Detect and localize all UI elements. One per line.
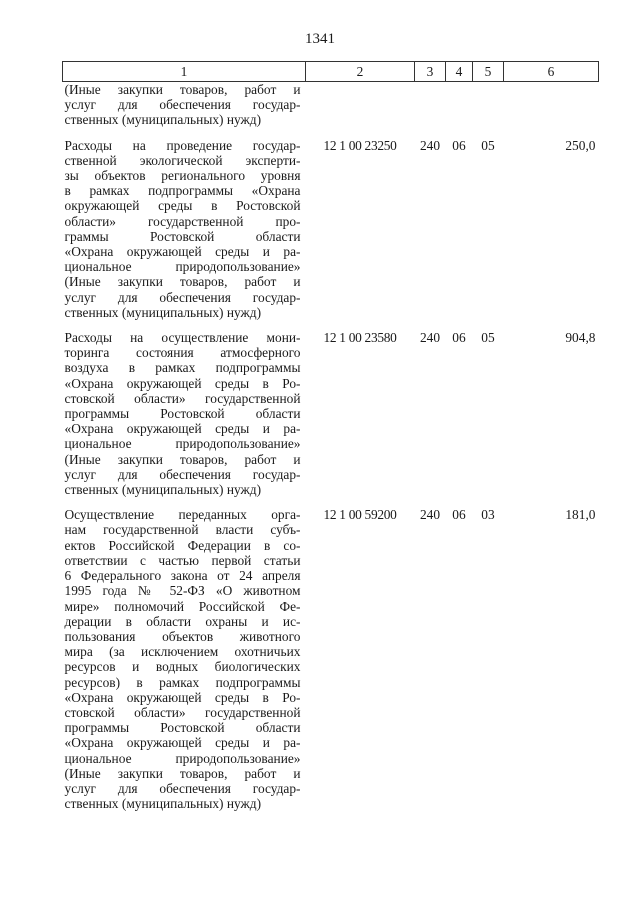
row-expense-type bbox=[415, 82, 446, 138]
description-line: (Иные закупки товаров, работ и bbox=[64, 274, 301, 290]
description-line: «Охрана окружающей среды и ра- bbox=[64, 735, 301, 751]
row-subsection bbox=[473, 82, 504, 138]
description-line: (Иные закупки товаров, работ и bbox=[64, 765, 301, 781]
row-target-code bbox=[306, 82, 415, 138]
description-line: стовской области» государственной bbox=[64, 704, 301, 720]
description-line: ресурсов и водных биологических bbox=[64, 659, 301, 675]
row-expense-type: 240 bbox=[419, 137, 441, 153]
description-line: ственных (муниципальных) нужд) bbox=[64, 796, 262, 812]
description-line: циональное природопользование» bbox=[64, 750, 301, 766]
description-line: ответствии с частью первой статьи bbox=[64, 552, 301, 568]
description-line: 6 Федерального закона от 24 апреля bbox=[64, 568, 301, 584]
header-cell-2: 2 bbox=[306, 62, 415, 82]
description-line: услуг для обеспечения государ- bbox=[64, 97, 301, 113]
row-description bbox=[63, 82, 306, 138]
description-line: (Иные закупки товаров, работ и bbox=[64, 82, 301, 97]
row-section: 06 bbox=[452, 137, 466, 153]
budget-table bbox=[62, 61, 599, 811]
table-row bbox=[63, 138, 599, 330]
header-row bbox=[63, 62, 599, 82]
description-line: услуг для обеспечения государ- bbox=[64, 466, 301, 482]
table-row bbox=[63, 507, 599, 811]
row-section: 06 bbox=[452, 330, 466, 346]
table-header bbox=[63, 62, 599, 82]
row-subsection: 03 bbox=[481, 507, 495, 523]
row-subsection: 05 bbox=[481, 137, 495, 153]
row-expense-type: 240 bbox=[419, 507, 441, 523]
description-line: Расходы на осуществление мони- bbox=[64, 330, 301, 346]
row-amount: 250,0 bbox=[565, 137, 596, 153]
description-line: «Охрана окружающей среды и ра- bbox=[64, 244, 301, 260]
description-line: ственной экологической эксперти- bbox=[64, 152, 301, 168]
row-description bbox=[63, 507, 306, 811]
description-line: ственных (муниципальных) нужд) bbox=[64, 112, 262, 128]
header-cell-3: 3 bbox=[415, 62, 446, 82]
description-line: нам государственной власти субъ- bbox=[64, 522, 301, 538]
description-line: зы объектов регионального уровня bbox=[64, 168, 301, 184]
header-cell-5: 5 bbox=[473, 62, 504, 82]
description-line: (Иные закупки товаров, работ и bbox=[64, 451, 301, 467]
row-amount: 904,8 bbox=[565, 330, 596, 346]
row-target-code: 12 1 00 23580 bbox=[323, 330, 397, 346]
description-line: торинга состояния атмосферного bbox=[64, 345, 301, 361]
description-line: ственных (муниципальных) нужд) bbox=[64, 482, 262, 498]
description-line: мира (за исключением охотничьих bbox=[64, 644, 301, 660]
row-amount: 181,0 bbox=[565, 507, 596, 523]
row-target-code: 12 1 00 23250 bbox=[323, 137, 397, 153]
description-line: в рамках подпрограммы «Охрана bbox=[64, 183, 301, 199]
description-line: программы Ростовской области bbox=[64, 720, 301, 736]
description-line: циональное природопользование» bbox=[64, 259, 301, 275]
page-number: 1341 bbox=[305, 31, 335, 47]
description-line: мире» полномочий Российской Фе- bbox=[64, 598, 301, 614]
description-line: воздуха в рамках подпрограммы bbox=[64, 360, 301, 376]
row-subsection: 05 bbox=[481, 330, 495, 346]
description-line: ресурсов) в рамках подпрограммы bbox=[64, 674, 301, 690]
table-body bbox=[63, 82, 599, 812]
row-description bbox=[63, 138, 306, 330]
row-section bbox=[446, 82, 473, 138]
description-line: «Охрана окружающей среды в Ро- bbox=[64, 689, 301, 705]
row-section: 06 bbox=[452, 507, 466, 523]
description-line: области» государственной про- bbox=[64, 213, 301, 229]
description-line: «Охрана окружающей среды и ра- bbox=[64, 421, 301, 437]
row-description bbox=[63, 330, 306, 507]
description-line: 1995 года № 52-ФЗ «О животном bbox=[64, 583, 301, 599]
description-line: «Охрана окружающей среды в Ро- bbox=[64, 375, 301, 391]
description-line: окружающей среды в Ростовской bbox=[64, 198, 301, 214]
header-cell-6: 6 bbox=[504, 62, 599, 82]
description-line: услуг для обеспечения государ- bbox=[64, 780, 301, 796]
description-line: ственных (муниципальных) нужд) bbox=[64, 304, 262, 320]
description-line: Расходы на проведение государ- bbox=[64, 137, 301, 153]
description-line: граммы Ростовской области bbox=[64, 228, 301, 244]
description-line: циональное природопользование» bbox=[64, 436, 301, 452]
row-amount bbox=[504, 82, 599, 138]
description-line: услуг для обеспечения государ- bbox=[64, 289, 301, 305]
table-row bbox=[63, 82, 599, 138]
description-line: пользования объектов животного bbox=[64, 628, 301, 644]
description-line: стовской области» государственной bbox=[64, 390, 301, 406]
table-row bbox=[63, 330, 599, 507]
description-line: дерации в области охраны и ис- bbox=[64, 613, 301, 629]
description-line: Осуществление переданных орга- bbox=[64, 507, 301, 523]
row-target-code: 12 1 00 59200 bbox=[323, 507, 397, 523]
row-expense-type: 240 bbox=[419, 330, 441, 346]
header-cell-1: 1 bbox=[63, 62, 306, 82]
description-line: ектов Российской Федерации в со- bbox=[64, 537, 301, 553]
description-line: программы Ростовской области bbox=[64, 406, 301, 422]
header-cell-4: 4 bbox=[446, 62, 473, 82]
